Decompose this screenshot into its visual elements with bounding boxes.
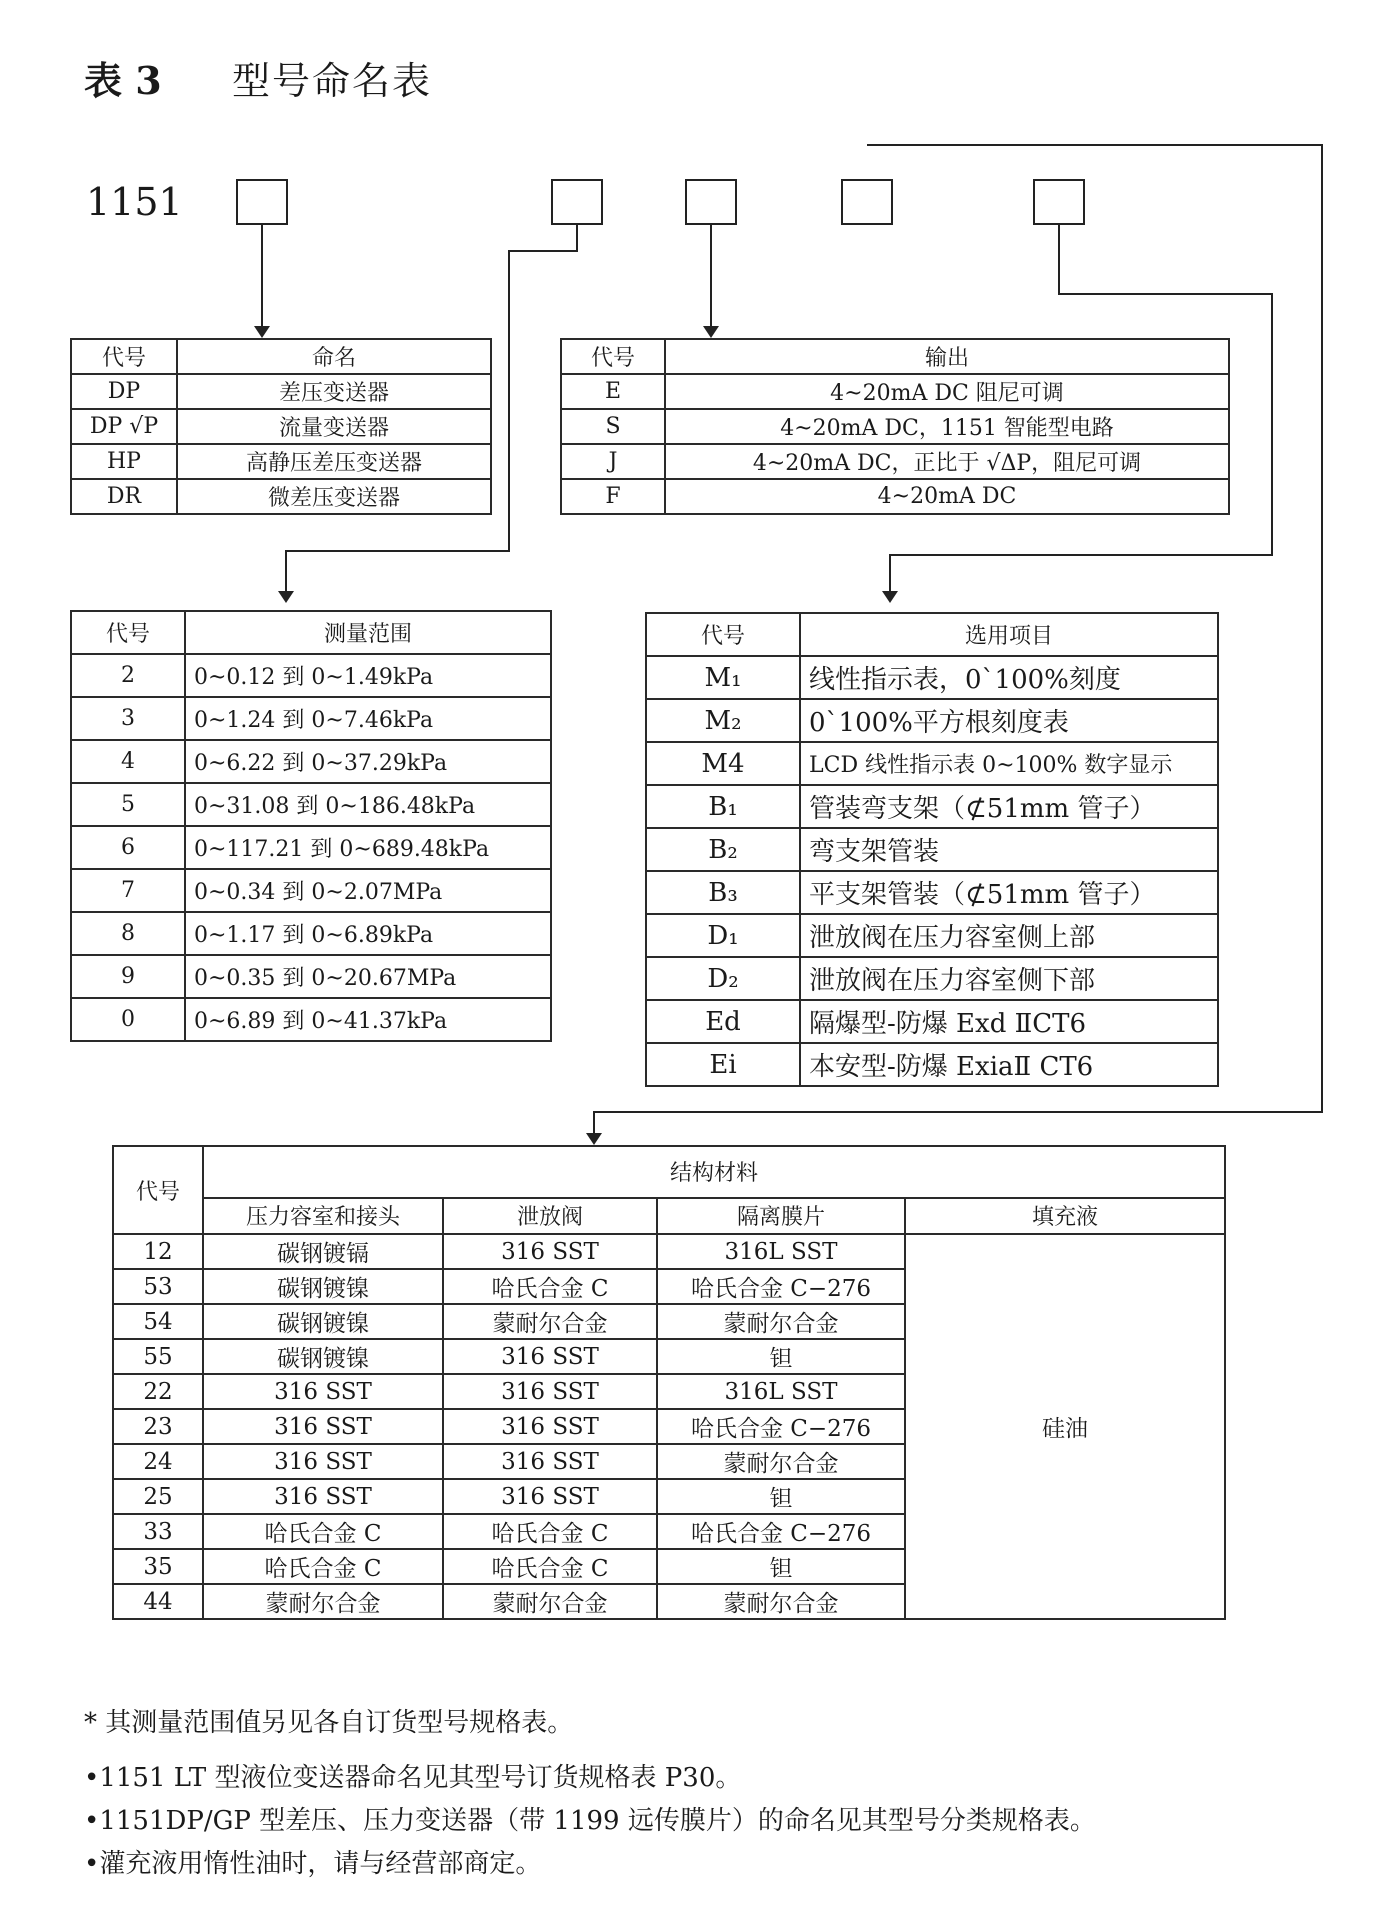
cell: 隔爆型-防爆 Exd ⅡCT6: [800, 1000, 1218, 1043]
table-row: [71, 697, 551, 740]
cell: 差压变送器: [177, 374, 491, 409]
cell: 蒙耐尔合金: [443, 1584, 657, 1619]
cell: S: [561, 409, 665, 444]
cell: 钽: [657, 1549, 905, 1584]
cell: 22: [113, 1374, 203, 1409]
cell: 泄放阀在压力容室侧下部: [800, 957, 1218, 1000]
cell: 0~1.17 到 0~6.89kPa: [185, 912, 551, 955]
table-row: [71, 740, 551, 783]
cell: 0~6.89 到 0~41.37kPa: [185, 998, 551, 1041]
range-table: [70, 610, 552, 1042]
cell: 本安型-防爆 ExiaⅡ CT6: [800, 1043, 1218, 1086]
cell: 碳钢镀镍: [203, 1269, 443, 1304]
model-code: 1151: [86, 180, 183, 224]
cell: 53: [113, 1269, 203, 1304]
cell: B₁: [646, 785, 800, 828]
cell: E: [561, 374, 665, 409]
cell: 316 SST: [203, 1409, 443, 1444]
cell: 316 SST: [443, 1374, 657, 1409]
cell: B₂: [646, 828, 800, 871]
table-row: [71, 654, 551, 697]
cell: 0~0.34 到 0~2.07MPa: [185, 869, 551, 912]
cell: 碳钢镀镍: [203, 1304, 443, 1339]
cell: 蒙耐尔合金: [203, 1584, 443, 1619]
table-row: [71, 955, 551, 998]
table-row: [646, 699, 1218, 742]
table-row: [646, 1000, 1218, 1043]
cell: 哈氏合金 C: [203, 1549, 443, 1584]
arrow-range: [278, 591, 294, 603]
options-table-header-item: 选用项目: [800, 613, 1218, 656]
output-table: [560, 338, 1230, 515]
table-row: [646, 957, 1218, 1000]
table-row: [646, 656, 1218, 699]
table-number: 表 3: [84, 58, 162, 103]
cell: DP: [71, 374, 177, 409]
name-table-header-name: 命名: [177, 339, 491, 374]
cell: 54: [113, 1304, 203, 1339]
table-row: [71, 869, 551, 912]
cell: J: [561, 444, 665, 479]
cell: 蒙耐尔合金: [657, 1444, 905, 1479]
cell: 泄放阀在压力容室侧上部: [800, 914, 1218, 957]
output-table-header-code: 代号: [561, 339, 665, 374]
table-row: [646, 1043, 1218, 1086]
table-row: [561, 479, 1229, 514]
material-table-header-valve: 泄放阀: [443, 1198, 657, 1234]
cell: M4: [646, 742, 800, 785]
table-row: [71, 783, 551, 826]
cell: 哈氏合金 C−276: [657, 1409, 905, 1444]
cell: F: [561, 479, 665, 514]
cell: 316 SST: [443, 1444, 657, 1479]
note-item: •灌充液用惰性油时，请与经营部商定。: [84, 1849, 542, 1879]
cell: 8: [71, 912, 185, 955]
cell: 4~20mA DC: [665, 479, 1229, 514]
table-row: [71, 479, 491, 514]
cell: 9: [71, 955, 185, 998]
table-row: [646, 742, 1218, 785]
cell: B₃: [646, 871, 800, 914]
material-table: [112, 1145, 1226, 1620]
fill-liquid-cell: 硅油: [905, 1234, 1225, 1619]
cell: HP: [71, 444, 177, 479]
cell: 25: [113, 1479, 203, 1514]
cell: 钽: [657, 1339, 905, 1374]
cell: 316 SST: [443, 1234, 657, 1269]
cell: 0~0.12 到 0~1.49kPa: [185, 654, 551, 697]
table-row: [646, 828, 1218, 871]
name-table: [70, 338, 492, 515]
cell: 5: [71, 783, 185, 826]
table-row: [561, 409, 1229, 444]
cell: 4~20mA DC，1151 智能型电路: [665, 409, 1229, 444]
output-table-header-output: 输出: [665, 339, 1229, 374]
cell: 哈氏合金 C−276: [657, 1269, 905, 1304]
note-measurement-range: * 其测量范围值另见各自订货型号规格表。: [84, 1708, 574, 1738]
cell: DR: [71, 479, 177, 514]
cell: 4~20mA DC，正比于 √ΔP，阻尼可调: [665, 444, 1229, 479]
cell: 0~31.08 到 0~186.48kPa: [185, 783, 551, 826]
cell: 316 SST: [203, 1374, 443, 1409]
table-row: [561, 444, 1229, 479]
cell: 哈氏合金 C: [443, 1549, 657, 1584]
range-table-header-code: 代号: [71, 611, 185, 654]
table-row: [71, 409, 491, 444]
cell: 0~117.21 到 0~689.48kPa: [185, 826, 551, 869]
cell: M₁: [646, 656, 800, 699]
cell: 哈氏合金 C−276: [657, 1514, 905, 1549]
arrow-output: [703, 326, 719, 338]
table-row: [71, 374, 491, 409]
table-row: [71, 912, 551, 955]
cell: 哈氏合金 C: [443, 1514, 657, 1549]
cell: 蒙耐尔合金: [657, 1584, 905, 1619]
material-table-header-diaphragm: 隔离膜片: [657, 1198, 905, 1234]
cell: 316 SST: [203, 1444, 443, 1479]
cell: 0~1.24 到 0~7.46kPa: [185, 697, 551, 740]
cell: 35: [113, 1549, 203, 1584]
arrow-type: [254, 326, 270, 338]
cell: 碳钢镀镍: [203, 1339, 443, 1374]
cell: 2: [71, 654, 185, 697]
table-row: [71, 444, 491, 479]
table-row: [646, 914, 1218, 957]
cell: 微差压变送器: [177, 479, 491, 514]
cell: D₁: [646, 914, 800, 957]
range-table-header-range: 测量范围: [185, 611, 551, 654]
material-table-header-fill: 填充液: [905, 1198, 1225, 1234]
cell: 316L SST: [657, 1374, 905, 1409]
cell: 线性指示表，0`100%刻度: [800, 656, 1218, 699]
cell: 钽: [657, 1479, 905, 1514]
cell: 316L SST: [657, 1234, 905, 1269]
material-table-group-header: 结构材料: [203, 1146, 1225, 1198]
cell: 哈氏合金 C: [443, 1269, 657, 1304]
cell: 316 SST: [443, 1479, 657, 1514]
cell: 弯支架管装: [800, 828, 1218, 871]
name-table-header-code: 代号: [71, 339, 177, 374]
note-item: •1151 LT 型液位变送器命名见其型号订货规格表 P30。: [84, 1763, 742, 1793]
cell: 6: [71, 826, 185, 869]
cell: 12: [113, 1234, 203, 1269]
cell: 蒙耐尔合金: [443, 1304, 657, 1339]
cell: 7: [71, 869, 185, 912]
cell: 23: [113, 1409, 203, 1444]
cell: M₂: [646, 699, 800, 742]
cell: 4: [71, 740, 185, 783]
material-table-header-code: 代号: [113, 1146, 203, 1234]
cell: 33: [113, 1514, 203, 1549]
cell: LCD 线性指示表 0~100% 数字显示: [800, 742, 1218, 785]
cell: 4~20mA DC 阻尼可调: [665, 374, 1229, 409]
cell: Ed: [646, 1000, 800, 1043]
cell: 44: [113, 1584, 203, 1619]
table-row: [646, 871, 1218, 914]
material-table-header-chamber: 压力容室和接头: [203, 1198, 443, 1234]
cell: Ei: [646, 1043, 800, 1086]
note-item: •1151DP/GP 型差压、压力变送器（带 1199 远传膜片）的命名见其型号分类规格表。: [84, 1806, 1096, 1836]
options-table-header-code: 代号: [646, 613, 800, 656]
arrow-options: [586, 1133, 602, 1145]
cell: 蒙耐尔合金: [657, 1304, 905, 1339]
cell: 316 SST: [203, 1479, 443, 1514]
table-row: [561, 374, 1229, 409]
cell: 0`100%平方根刻度表: [800, 699, 1218, 742]
cell: 管装弯支架（⊄51mm 管子）: [800, 785, 1218, 828]
cell: 平支架管装（⊄51mm 管子）: [800, 871, 1218, 914]
options-table: [645, 612, 1219, 1087]
cell: 0~6.22 到 0~37.29kPa: [185, 740, 551, 783]
cell: 24: [113, 1444, 203, 1479]
cell: 316 SST: [443, 1409, 657, 1444]
table-row: [71, 998, 551, 1041]
cell: 哈氏合金 C: [203, 1514, 443, 1549]
cell: 高静压差压变送器: [177, 444, 491, 479]
table-row: [113, 1234, 1225, 1269]
cell: 0~0.35 到 0~20.67MPa: [185, 955, 551, 998]
arrow-material: [882, 591, 898, 603]
cell: 碳钢镀镉: [203, 1234, 443, 1269]
cell: 3: [71, 697, 185, 740]
cell: 流量变送器: [177, 409, 491, 444]
table-row: [646, 785, 1218, 828]
cell: 0: [71, 998, 185, 1041]
page-title: 型号命名表: [232, 59, 433, 103]
cell: D₂: [646, 957, 800, 1000]
table-row: [71, 826, 551, 869]
cell: DP √P: [71, 409, 177, 444]
cell: 316 SST: [443, 1339, 657, 1374]
cell: 55: [113, 1339, 203, 1374]
